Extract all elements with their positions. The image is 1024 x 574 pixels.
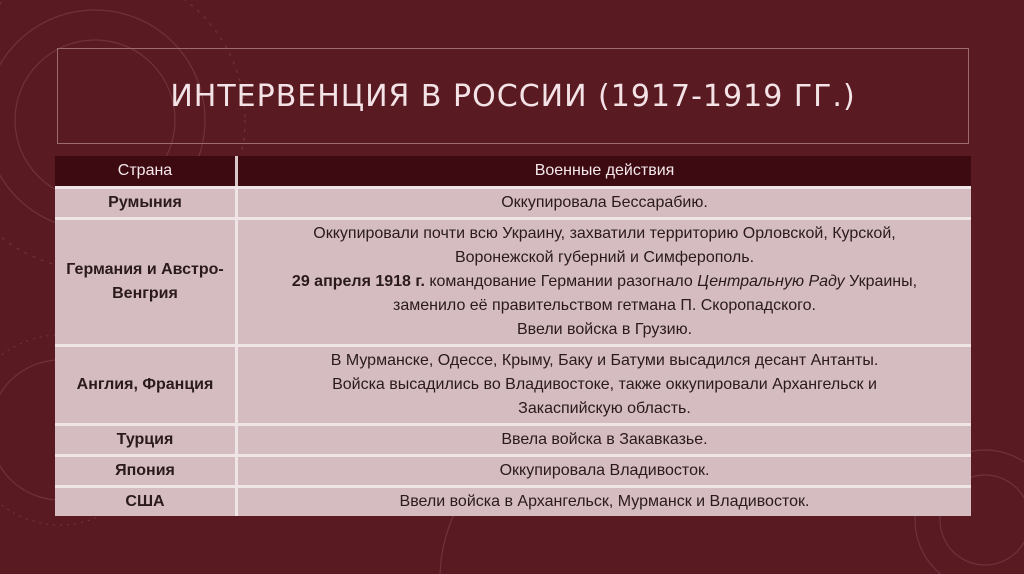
date-bold: 29 апреля 1918 г. [291, 273, 425, 290]
action-line: Оккупировала Владивосток. [499, 462, 710, 479]
action-line: Воронежской губерний и Симферополь. [454, 249, 755, 266]
action-line: В Мурманске, Одессе, Крыму, Баку и Батуми высадился десант Антанты. [330, 352, 879, 369]
rich-pre: командование Германии разогнало [424, 273, 698, 290]
header-country: Страна [55, 156, 238, 186]
action-line: Закаспийскую область. [518, 400, 691, 417]
actions-cell [238, 217, 971, 344]
country-cell: Япония [55, 454, 238, 485]
country-cell: США [55, 485, 238, 516]
header-actions: Военные действия [238, 156, 971, 186]
action-line: Ввели войска в Архангельск, Мурманск и Владивосток. [399, 493, 810, 510]
actions-cell [238, 423, 971, 454]
action-line: Войска высадились во Владивостоке, также оккупировали Архангельск и [332, 376, 877, 393]
actions-cell [238, 344, 971, 423]
country-cell: Германия и Австро-Венгрия [55, 217, 238, 344]
action-line: Ввела войска в Закавказье. [501, 431, 708, 448]
slide-title: ИНТЕРВЕНЦИЯ В РОССИИ (1917-1919 ГГ.) [170, 78, 856, 114]
table-row [55, 217, 971, 344]
country-cell: Англия, Франция [55, 344, 238, 423]
table-row [55, 454, 971, 485]
action-line: Оккупировали почти всю Украину, захватили территорию Орловской, Курской, [313, 225, 896, 242]
country-cell: Турция [55, 423, 238, 454]
rich-post: Украины, [844, 273, 918, 290]
actions-cell [238, 485, 971, 516]
rada-italic: Центральную Раду [697, 273, 845, 290]
table-row [55, 485, 971, 516]
action-line: Ввели войска в Грузию. [516, 321, 693, 338]
table-row [55, 344, 971, 423]
action-line-rich [244, 270, 965, 294]
intervention-table [55, 156, 971, 516]
action-line: Оккупировала Бессарабию. [501, 194, 708, 211]
action-line: заменило её правительством гетмана П. Скоропадского. [393, 297, 816, 314]
actions-cell [238, 454, 971, 485]
actions-cell [238, 186, 971, 217]
table-row [55, 186, 971, 217]
table-header-row [55, 156, 971, 186]
table-row [55, 423, 971, 454]
title-frame [57, 48, 969, 144]
country-cell: Румыния [55, 186, 238, 217]
